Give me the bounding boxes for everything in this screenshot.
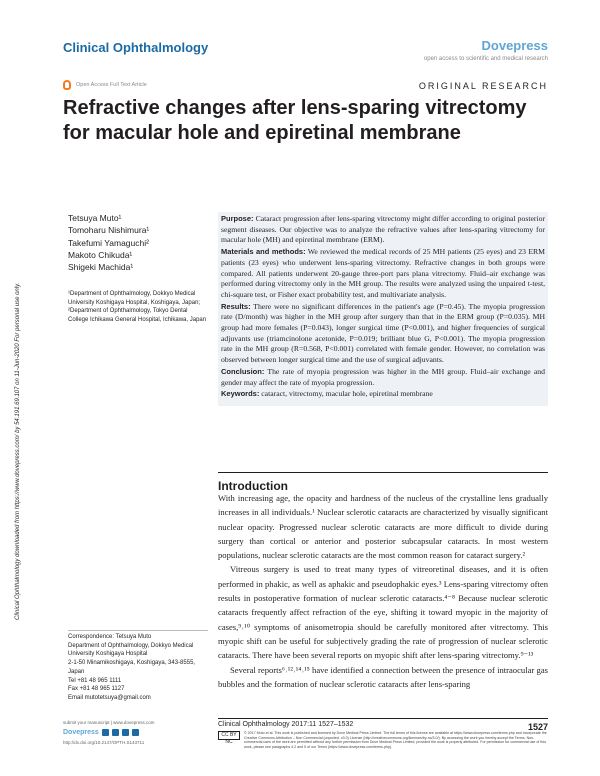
footer-left (63, 720, 203, 745)
share-icon[interactable] (132, 729, 139, 736)
cc-license-badge[interactable]: CC BY NC (218, 731, 240, 740)
correspondence-email[interactable]: Email mutotetsuya@gmail.com (68, 694, 151, 701)
introduction-heading: Introduction (218, 472, 548, 493)
open-access-label: Open Access Full Text Article (76, 82, 147, 88)
footer-citation: Clinical Ophthalmology 2017:11 1527–1532 (218, 721, 354, 728)
affiliation: ²Department of Ophthalmology, Tokyo Dental College Ichikawa General Hospital, Ichikawa, Japan (68, 308, 207, 323)
publisher-block (424, 38, 548, 62)
publisher-tagline: open access to scientific and medical research (423, 56, 548, 62)
footer-social-row (63, 729, 203, 736)
article-title: Refractive changes after lens-sparing vitrectomy for macular hole and epiretinal membrane (63, 97, 527, 144)
open-access-lock-icon (63, 80, 71, 90)
journal-name[interactable]: Clinical Ophthalmology (63, 40, 209, 55)
abstract-purpose-text: Cataract progression after lens-sparing vitrectomy might differ according to original posterior segment diseases. Our objective was to analyze the refractive values after lens-sparing vitrectomy for macular hole (MH) and epiretinal membrane (ERM). (221, 214, 545, 245)
author[interactable]: Shigeki Machida¹ (68, 262, 134, 273)
author[interactable]: Tetsuya Muto¹ (68, 213, 122, 223)
correspondence-line: Fax +81 48 965 1127 (68, 686, 125, 693)
paragraph: With increasing age, the opacity and hardness of the nucleus of the crystalline lens gradually increases in all individuals.¹ Nuclear sclerotic cataracts are characterized by visually significant nuclear opacity. Progressed nuclear sclerotic cataracts are more difficult to divide during surgery than cortical or anterior and posterior subcapsular cataracts. In most western populations, nuclear sclerotic cataracts are the most common reason for cataract surgery.² (218, 493, 548, 561)
doi-link[interactable]: http://dx.doi.org/10.2147/OPTH.S143711 (63, 740, 145, 745)
footer-right (218, 718, 548, 749)
open-access-row (63, 80, 147, 90)
abstract-methods-text: We reviewed the medical records of 25 MH patients (25 eyes) and 23 ERM patients (23 eyes) who underwent lens-sparing vitrectomy. Refractive changes in both groups were compared. All patients underwent 20-gauge three-port pars plana vitrectomy. Fluid–air exchange was performed during vitrectomy only in the MH group. The results were analyzed using the unpaired t-test, chi-square test, or Fisher exact probability test, and multivariate analysis. (221, 247, 545, 299)
submit-manuscript-link[interactable]: submit your manuscript | www.dovepress.com (63, 720, 155, 725)
correspondence-block (68, 630, 208, 703)
license-row (218, 731, 548, 749)
author[interactable]: Takefumi Yamaguchi² (68, 237, 149, 248)
abstract-purpose-label: Purpose: (221, 214, 254, 223)
abstract-results (221, 302, 545, 366)
correspondence-line: Tel +81 48 965 1111 (68, 677, 122, 684)
footer-publisher-logo[interactable]: Dovepress (63, 729, 99, 736)
abstract-conclusion-label: Conclusion: (221, 366, 265, 376)
abstract-keywords-label: Keywords: (221, 389, 260, 399)
abstract-results-label: Results: (221, 301, 251, 311)
affiliation: ¹Department of Ophthalmology, Dokkyo Medical University Koshigaya Hospital, Koshigaya, Japan; (68, 291, 201, 306)
license-text: © 2017 Muto et al. This work is published and licensed by Dove Medical Press Limited. The full terms of this license are available at https://www.dovepress.com/terms.php and incorporate the Creative Commons Attribution – Non Commercial (unported, v3.0) License (http://creativecommons.org/licenses/by-nc/3.0/). By accessing the work you hereby accept the Terms. Non-commercial uses of the work are permitted without any further permission from Dove Medical Press Limited, provided the work is properly attributed. For permission for commercial use of this work, please see paragraphs 4.2 and 5 of our Terms (https://www.dovepress.com/terms.php). (244, 731, 547, 749)
abstract-box (218, 212, 548, 406)
affiliations (68, 290, 208, 324)
facebook-icon[interactable] (102, 729, 109, 736)
correspondence-line: Department of Ophthalmology, Dokkyo Medical University Koshigaya Hospital (68, 642, 194, 658)
abstract-conclusion-text: The rate of myopia progression was higher in the MH group. Fluid–air exchange and gender may affect the rate of myopia progression. (221, 366, 545, 387)
abstract-keywords (221, 389, 545, 400)
abstract-results-text: There were no significant differences in the patient's age (P=0.45). The myopia progression rate (D/month) was higher in the MH group after surgery than that in the ERM group (P=0.035). MH group had more females (P=0.043), longer surgical time (P<0.001), and higher frequencies of surgical adjuvants use (triamcinolone acetonide, P=0.019; brilliant blue G, P<0.001). The myopia progression rate in the MH group (R=0.568, P<0.001) correlated with female gender. However, no correlation was observed between longer surgical time and the use of surgical adjuvants. (221, 301, 545, 365)
abstract-methods-label: Materials and methods: (221, 247, 306, 257)
publisher-logo[interactable]: Dovepress (481, 38, 548, 53)
download-side-note (12, 180, 32, 620)
abstract-methods (221, 247, 545, 301)
author-list (68, 212, 149, 273)
page-number: 1527 (527, 722, 548, 732)
article-type: ORIGINAL RESEARCH (418, 81, 548, 91)
abstract-purpose (221, 214, 545, 246)
twitter-icon[interactable] (112, 729, 119, 736)
linkedin-icon[interactable] (122, 729, 129, 736)
download-side-note-text: Clinical Ophthalmology downloaded from https://www.dovepress.com/ by 54.191.69.107 on 11-Jun-2020 For personal use only. (15, 282, 21, 620)
abstract-keywords-text: cataract, vitrectomy, macular hole, epiretinal membrane (259, 389, 433, 399)
author[interactable]: Makoto Chikuda¹ (68, 249, 133, 260)
paragraph: Vitreous surgery is used to treat many types of vitreoretinal diseases, and it is often performed in phakic, as well as aphakic and pseudophakic eyes.³ Lens-sparing vitrectomy often results in postoperative formation of nuclear sclerotic cataracts.⁴⁻⁸ Because nuclear sclerotic cataracts frequently affect refraction of the eye, shifting it toward myopic in the majority of cases,⁹˒¹⁰ symptoms of anisometropia should be carefully monitored after vitrectomy. This myopic shift can be useful for subjectively grading the rate of progression of nuclear sclerotic cataracts. There have been several reports on myopic shift after lens-sparing vitrectomy.⁹⁻¹³ (218, 564, 548, 661)
correspondence-line: 2-1-50 Minamikoshigaya, Koshigaya, 343-8555, Japan (68, 660, 196, 675)
correspondence-line: Correspondence: Tetsuya Muto (68, 634, 152, 640)
paragraph: Several reports⁶˒¹²˒¹⁴˒¹⁵ have identified a connection between the presence of intraocular gas bubbles and the formation of nuclear sclerotic cataracts after lens-sparing (218, 664, 548, 689)
author[interactable]: Tomoharu Nishimura¹ (68, 225, 150, 236)
introduction-body (218, 491, 548, 691)
abstract-conclusion (221, 367, 545, 388)
